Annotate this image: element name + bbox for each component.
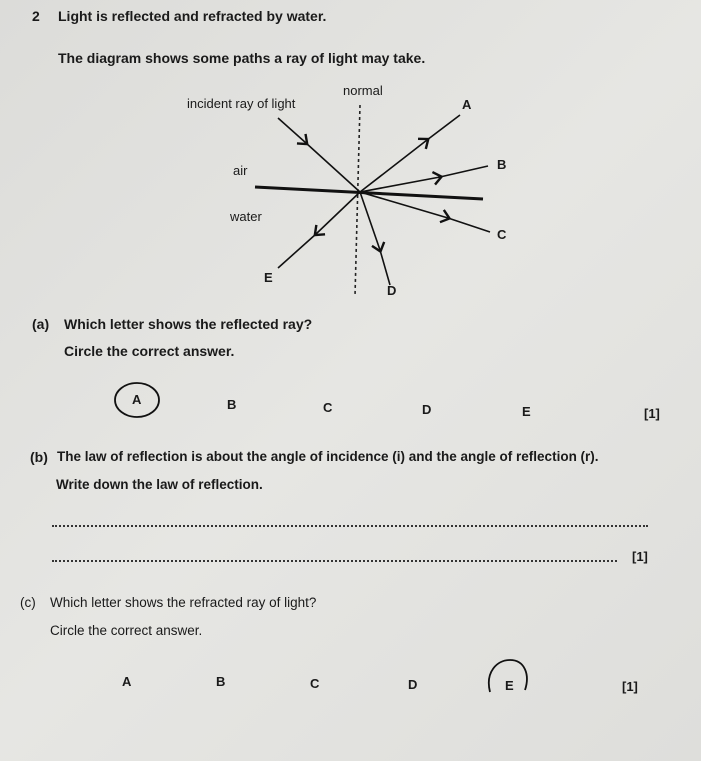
- part-a-option-d[interactable]: D: [422, 402, 432, 417]
- ray-b: [360, 166, 488, 192]
- incident-ray: [278, 118, 360, 192]
- label-c: C: [497, 227, 507, 242]
- part-a-label: (a): [32, 316, 50, 332]
- part-c-option-a[interactable]: A: [122, 674, 132, 689]
- part-c-label: (c): [20, 595, 36, 610]
- part-c-instruction: Circle the correct answer.: [50, 623, 203, 638]
- part-c-option-d[interactable]: D: [408, 677, 418, 692]
- part-c-marks: [1]: [622, 679, 638, 694]
- part-a-option-e[interactable]: E: [522, 404, 531, 419]
- water-surface: [255, 187, 483, 199]
- part-a-marks: [1]: [644, 406, 660, 421]
- question-intro: The diagram shows some paths a ray of light may take.: [58, 50, 426, 66]
- air-label: air: [233, 163, 248, 178]
- question-number: 2: [32, 8, 40, 24]
- ray-a: [360, 115, 460, 192]
- answer-line-1[interactable]: [52, 525, 648, 527]
- label-b: B: [497, 157, 507, 172]
- ray-d: [360, 192, 390, 285]
- ray-e: [278, 192, 360, 268]
- normal-line: [355, 105, 360, 296]
- part-a-instruction: Circle the correct answer.: [64, 343, 235, 359]
- question-title: Light is reflected and refracted by water.: [58, 8, 327, 24]
- water-label: water: [230, 209, 262, 224]
- part-a-option-c[interactable]: C: [323, 400, 333, 415]
- part-c-option-e[interactable]: E: [505, 678, 514, 693]
- part-c-question: Which letter shows the refracted ray of light?: [50, 595, 317, 610]
- part-a-option-a[interactable]: A: [132, 392, 142, 407]
- incident-ray-label: incident ray of light: [187, 96, 296, 111]
- part-a-question: Which letter shows the reflected ray?: [64, 316, 313, 332]
- part-c-option-b[interactable]: B: [216, 674, 226, 689]
- part-b-marks: [1]: [632, 549, 648, 564]
- label-a: A: [462, 97, 472, 112]
- part-c-option-c[interactable]: C: [310, 676, 320, 691]
- answer-line-2[interactable]: [52, 560, 617, 562]
- part-b-label: (b): [30, 449, 48, 465]
- normal-label: normal: [343, 83, 383, 98]
- part-a-option-b[interactable]: B: [227, 397, 237, 412]
- part-b-instruction: Write down the law of reflection.: [56, 477, 263, 492]
- label-d: D: [387, 283, 397, 298]
- label-e: E: [264, 270, 273, 285]
- part-b-question: The law of reflection is about the angle of incidence (i) and the angle of reflection (r).: [57, 449, 599, 464]
